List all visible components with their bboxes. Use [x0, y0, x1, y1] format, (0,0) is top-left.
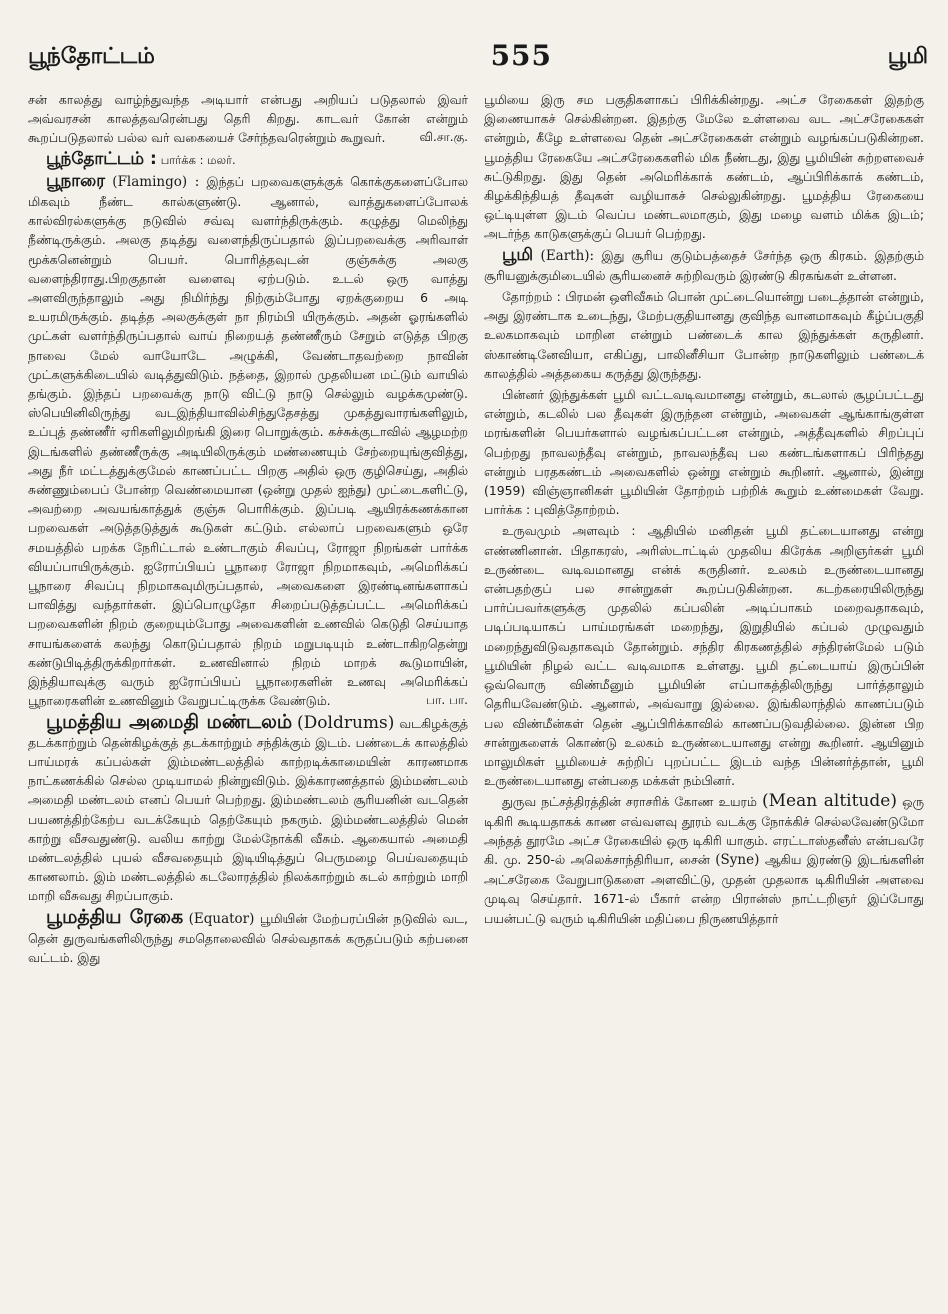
entry-text: இந்தப் பறவைகளுக்குக் கொக்குகளைப்போல மிகவும் நீண்ட கால்களுண்டு. ஆனால், வாத்துகளைப்போலக் கால்விரல்களுக்கு நடுவில் சவ்வு வளர்ந்திருக்கும். கழுத்து மெலிந்து நீண்டிருக்கும். அலகு தடித்து வளைந்திருப்பதால் இப்பறவைக்கு அரிவாள் மூக்கனென்றும் பெயர். பொரித்தவுடன் குஞ்சுக்கு அலகு வளைந்திராது.பிறகுதான் வளைவு ஏற்படும். உடல் ஒரு வாத்து அளவிருந்தாலும் அது நிமிர்ந்து நிற்கும்போது ஏறக்குறைய 6 அடி உயரமிருக்கும். தடித்த அலகுக்குள் நா நிரம்பி யிருக்கும். அதன் ஓரங்களில் முட்கள் வளர்ந்திருப்பதால் வாய் நிறையத் தண்ணீரும் சேறும் எடுத்த பிறகு நாவை மேல் வாயோடே அழுக்கி, வேண்டாதவற்றை நாவின் முட்களுக்கிடையில் வடித்துவிடும். நத்தை, இறால் முதலியன மட்டும் வாயில் தங்கும். இந்தப் பறவைக்கு நாடு விட்டு நாடு செல்லும் வழக்கமுண்டு. ஸ்பெயினிலிருந்து வடஇந்தியாவில்சிந்துதேசத்து முகத்துவாரங்களிலும், உப்புத் தண்ணீர் ஏரிகளிலுமிறங்கி இரை பொறுக்கும். கச்சுக்குடாவில் ஆழமற்ற இடங்களில் தண்ணீருக்கு அடியிலிருக்கும் மண்ணையும் சேற்றையுங்குவித்து, அது நீர் மட்டத்துக்குமேல் காணப்பட்ட பிறகு அதில் ஒரு குழிசெய்து, அதில் சுண்ணும்பைப் போன்ற வெண்மையான (ஒன்று முதல் ஐந்து) முட்டைகளிட்டு, அவற்றை அவயங்காத்துக் குஞ்சு பொரிக்கும். இப்படி ஆயிரக்கணக்கான பறவைகள் அடுத்தடுத்துக் கூடுகள் கட்டும். எல்லாப் பறவைகளும் ஒரே சமயத்தில் பறக்க நேரிட்டால் உண்டாகும் சிவப்பு, ரோஜா நிறங்கள் பார்க்க வியப்பாயிருக்கும். ஐரோப்பியப் பூநாரை ரோஜா நிறமாகவும், அமெரிக்கப் பூநாரை சிவப்பு நிறமாகவுமிருப்பதால், அவைகளை இரண்டினங்களாகப் பாவித்து வந்தார்கள். இப்பொழுதோ சிறைப்படுத்தப்பட்ட அமெரிக்கப் பறவைகளின் நிறம் குறையும்போது அவைகளின் உணவில் கெடுதி செய்யாத சாயங்களைக் கலந்து கொடுப்பதால் நிறம் மறுபடியும் உண்டாகிறதென்று கண்டுபிடித்திருக்கிறார்கள். உணவினால் நிறம் மாறக் கூடுமாயின், இந்தியாவுக்கு வரும் ஐரோப்பியப் பூநாரைகளின் உணவு அமெரிக்கப் பூநாரைகளின் உணவினும் வேறுபட்டிருக்க வேண்டும். [28, 173, 468, 709]
entry-earth [484, 246, 924, 285]
entry-text: இது சூரிய குடும்பத்தைச் சேர்ந்த ஒரு கிரகம். இதற்கும் சூரியனுக்குமிடையில் சூரியனைச் சுற்றிவரும் இரண்டு கிரகங்கள் உள்ளன. [484, 247, 924, 283]
paragraph-text: ஆகிய இரண்டு இடங்களின் அட்சரேகை வேறுபாடுகளை அளவிட்டு, முதன் முதலாக டிகிரியின் அளவை முடிவு செய்தார். 1671-ல் பீகார் என்ற பிரான்ஸ் நாட்டறிஞர் இப்போது பயன்பட்டு வரும் டிகிரியின் மதிப்பை நிருணயித்தார் [484, 851, 924, 926]
right-column [484, 90, 924, 969]
paragraph-text: பின்னர் இந்துக்கள் பூமி வட்டவடிவமானது என்றும், கடலால் சூழப்பட்டது என்றும், கடலில் பல தீவுகள் இருந்தன என்றும், அவைகள் ஆங்காங்குள்ள மரங்களின் பெயர்களால் வழங்கப்பட்டன என்றும், அத்தீவுகளில் சிறப்புப் பெற்றது நாவலந்தீவு என்றும், நாவலந்தீவு பல கண்டங்களாகப் பிரிந்தது என்றும் பரதகண்டம் அவைகளில் ஒன்று என்றும் கூறினர். ஆனால், இன்று (1959) விஞ்ஞானிகள் பூமியின் தோற்றம் பற்றிக் கூறும் உண்மைகள் வேறு. பார்க்க : புவித்தோற்றம். [484, 387, 924, 518]
entry-equator [28, 905, 468, 968]
page-header [28, 14, 928, 72]
entry-poonthottam [28, 150, 468, 170]
entry-text: பூமியின் மேற்பரப்பின் நடுவில் வட, தென் துருவங்களிலிருந்து சமதொலைவில் செல்வதாகக் கருதப்படும் கற்பனை வட்டம். இது [28, 910, 468, 965]
entry-continuation [28, 90, 468, 148]
page-number: 555 [490, 39, 553, 72]
entry-heading: பூந்தோட்டம் : [46, 148, 157, 169]
entry-heading: பூமத்திய ரேகை [46, 905, 184, 928]
continuation-text: சன் காலத்து வாழ்ந்துவந்த அடியார் என்பது அறியப் படுதலால் இவர் அவ்வரசன் காலத்தவரென்பது தெரி கிறது. காடவர் கோன் என்றும் கூறப்படுதலால் பல்ல வர் வகையைச் சேர்ந்தவரென்றும் கூறுவர். [28, 92, 468, 146]
entry-heading: பூமத்திய அமைதி மண்டலம் [46, 710, 293, 733]
equator-continuation [484, 90, 924, 244]
english-gloss: (Mean altitude) [761, 791, 897, 812]
paragraph-text: பிரமன் ஒளிவீசும் பொன் முட்டையொன்று படைத்தான் என்றும், அது இரண்டாக உடைந்து, மேற்பகுதியானது குவிந்த வானமாகவும் கீழ்ப்பகுதி உலகமாகவும் மாறின என்றும் பண்டைக் கால இந்துக்கள் கருதினர். ஸ்காண்டினேவியா, எகிப்து, பாலினீசியா போன்ற நாடுகளிலும் பண்டைக் காலத்தில் அத்தகைய கருத்து இருந்தது. [484, 289, 925, 381]
entry-flamingo [28, 172, 468, 711]
author-initials: வி.சா.கு. [419, 130, 468, 145]
paragraph-text: ஆதியில் மனிதன் பூமி தட்டையானது என்று எண்ணினான். பிதாகரஸ், அரிஸ்டாட்டில் முதலிய கிரேக்க அறிஞர்கள் பூமி உருண்டை வடிவமானது என்க் கருதினர். உலகம் உருண்டையானது என்பதற்குப் பல சான்றுகள் கூறப்படுகின்றன. கடற்கரையிலிருந்து பார்ப்பவர்களுக்கு முதலில் கப்பலின் அடிப்பாகம் மறைவதாகவும், படிப்படியாகப் பாய்மரங்கள் மறைந்து, இறுதியில் கப்பல் முழுவதும் மறைந்துவிடுவதாகவும் தோன்றும். சந்திர கிரகணத்தில் சந்திரன்மேல் படும் பூமியின் நிழல் வட்ட வடிவமாக உள்ளது. பூமி தட்டையாய் இருப்பின் ஒவ்வொரு விண்மீனும் பூமியின் எப்பாகத்திலிருந்து பார்த்தாலும் தெரியவேண்டும். ஆனால், அவ்வாறு இல்லை. இங்கிலாந்தில் காணப்படும் பல விண்மீன்கள் தென் ஆப்பிரிக்காவில் காணப்படுவதில்லை. இன்ன பிற சான்றுகளைக் கொண்டு உலகம் உருண்டையானது என்று கூறினர். ஆயினும் மாலுமிகள் பூமியைச் சுற்றிப் புறப்பட்ட இடம் வந்த பின்னர்த்தான், பூமி உருண்டையானது என்பதை மக்கள் நம்பினர். [484, 523, 924, 789]
continuation-text: பூமியை இரு சம பகுதிகளாகப் பிரிக்கின்றது. அட்ச ரேகைகள் இதற்கு இணையாகச் செல்கின்றன. இதற்கு மேலே உள்ளவை வட அட்சரேகைகள் என்றும், கீழே உள்ளவை தென் அட்சரேகைகள் என்றும் வழங்கப்படுகின்றன. பூமத்திய ரேகையே அட்சரேகைகளில் மிக நீண்டது, இது பூமியின் சுற்றளவைச் சுட்டுகிறது. இது தென் அமெரிக்காக் கண்டம், ஆப்பிரிக்காக் கண்டம், கிழக்கிந்தியத் தீவுகள் வழியாகச் செல்லுகின்றது. பூமத்திய ரேகையை ஒட்டியுள்ள இடம் வெப்ப மண்டலமாகும், இது மழை வளம் மிக்க இடம்; அடர்ந்த காடுகளுக்குப் பெயர் பெற்றது. [484, 92, 924, 242]
paragraph-text: ஒரு டிகிரி கூடியதாகக் காண எவ்வளவு தூரம் வடக்கு நோக்கிச் செல்லவேண்டுமோ அந்தத் தூரமே அட்ச ரேகையில் ஒரு டிகிரி யாகும். எரட்டாஸ்தனீஸ் என்பவரே கி. மு. 250-ல் அலெக்சாந்திரியா, சைன் [484, 794, 924, 867]
subsection-label: உருவமும் அளவும் : [502, 523, 636, 539]
earth-origin-paragraph [484, 287, 924, 383]
earth-degree-paragraph [484, 792, 924, 927]
text-columns [28, 90, 928, 969]
subsection-label: தோற்றம் : [502, 289, 561, 305]
author-initials: பா. பா. [426, 693, 468, 708]
entry-doldrums [28, 710, 468, 906]
entry-heading: பூமி [502, 244, 534, 265]
entry-text: பார்க்க : மலர். [160, 152, 236, 167]
left-column [28, 90, 468, 969]
entry-english-gloss: (Equator) [188, 910, 255, 927]
header-right-title: பூமி [887, 44, 928, 69]
paragraph-text: துருவ நட்சத்திரத்தின் சராசரிக் கோண உயரம் [502, 794, 757, 810]
entry-english-gloss: (Earth): [540, 247, 595, 264]
earth-history-paragraph [484, 385, 924, 519]
entry-text: வடகிழக்குத் தடக்காற்றும் தென்கிழக்குத் தடக்காற்றும் சந்திக்கும் இடம். பண்டைக் காலத்தில் பாய்மரக் கப்பல்கள் இம்மண்டலத்தில் காற்றடிக்காமையின் காரணமாக நாட்கணக்கில் செல்ல முடியாமல் நின்றுவிடும். இக்காரணத்தால் இம்மண்டலம் அமைதி மண்டலம் எனப் பெயர் பெற்றது. இம்மண்டலம் சூரியனின் வடதென் பயணத்திற்கேற்ப வடக்கேயும் தெற்கேயும் நகரும். இம்மண்டலத்தில் மென் காற்று வீசவதுண்டு. வலிய காற்று மேல்நோக்கி வீசும். ஆகையால் அமைதி மண்டலத்தில் புயல் வீசவதையும் இடியிடித்துப் பெருமழை பெய்வதையும் காணலாம். இம் மண்டலத்தில் கடலோரத்தில் நிலக்காற்றும் கடல் காற்றும் மாறி மாறி வீசுவது சிறப்பாகும். [28, 715, 468, 904]
entry-english-gloss: (Doldrums) [297, 712, 395, 733]
header-left-title: பூந்தோட்டம் [28, 44, 155, 69]
entry-heading: பூநாரை [46, 170, 106, 191]
english-gloss: (Syne) [715, 851, 760, 868]
entry-english-gloss: (Flamingo) : [112, 173, 200, 190]
earth-shape-paragraph [484, 521, 924, 790]
